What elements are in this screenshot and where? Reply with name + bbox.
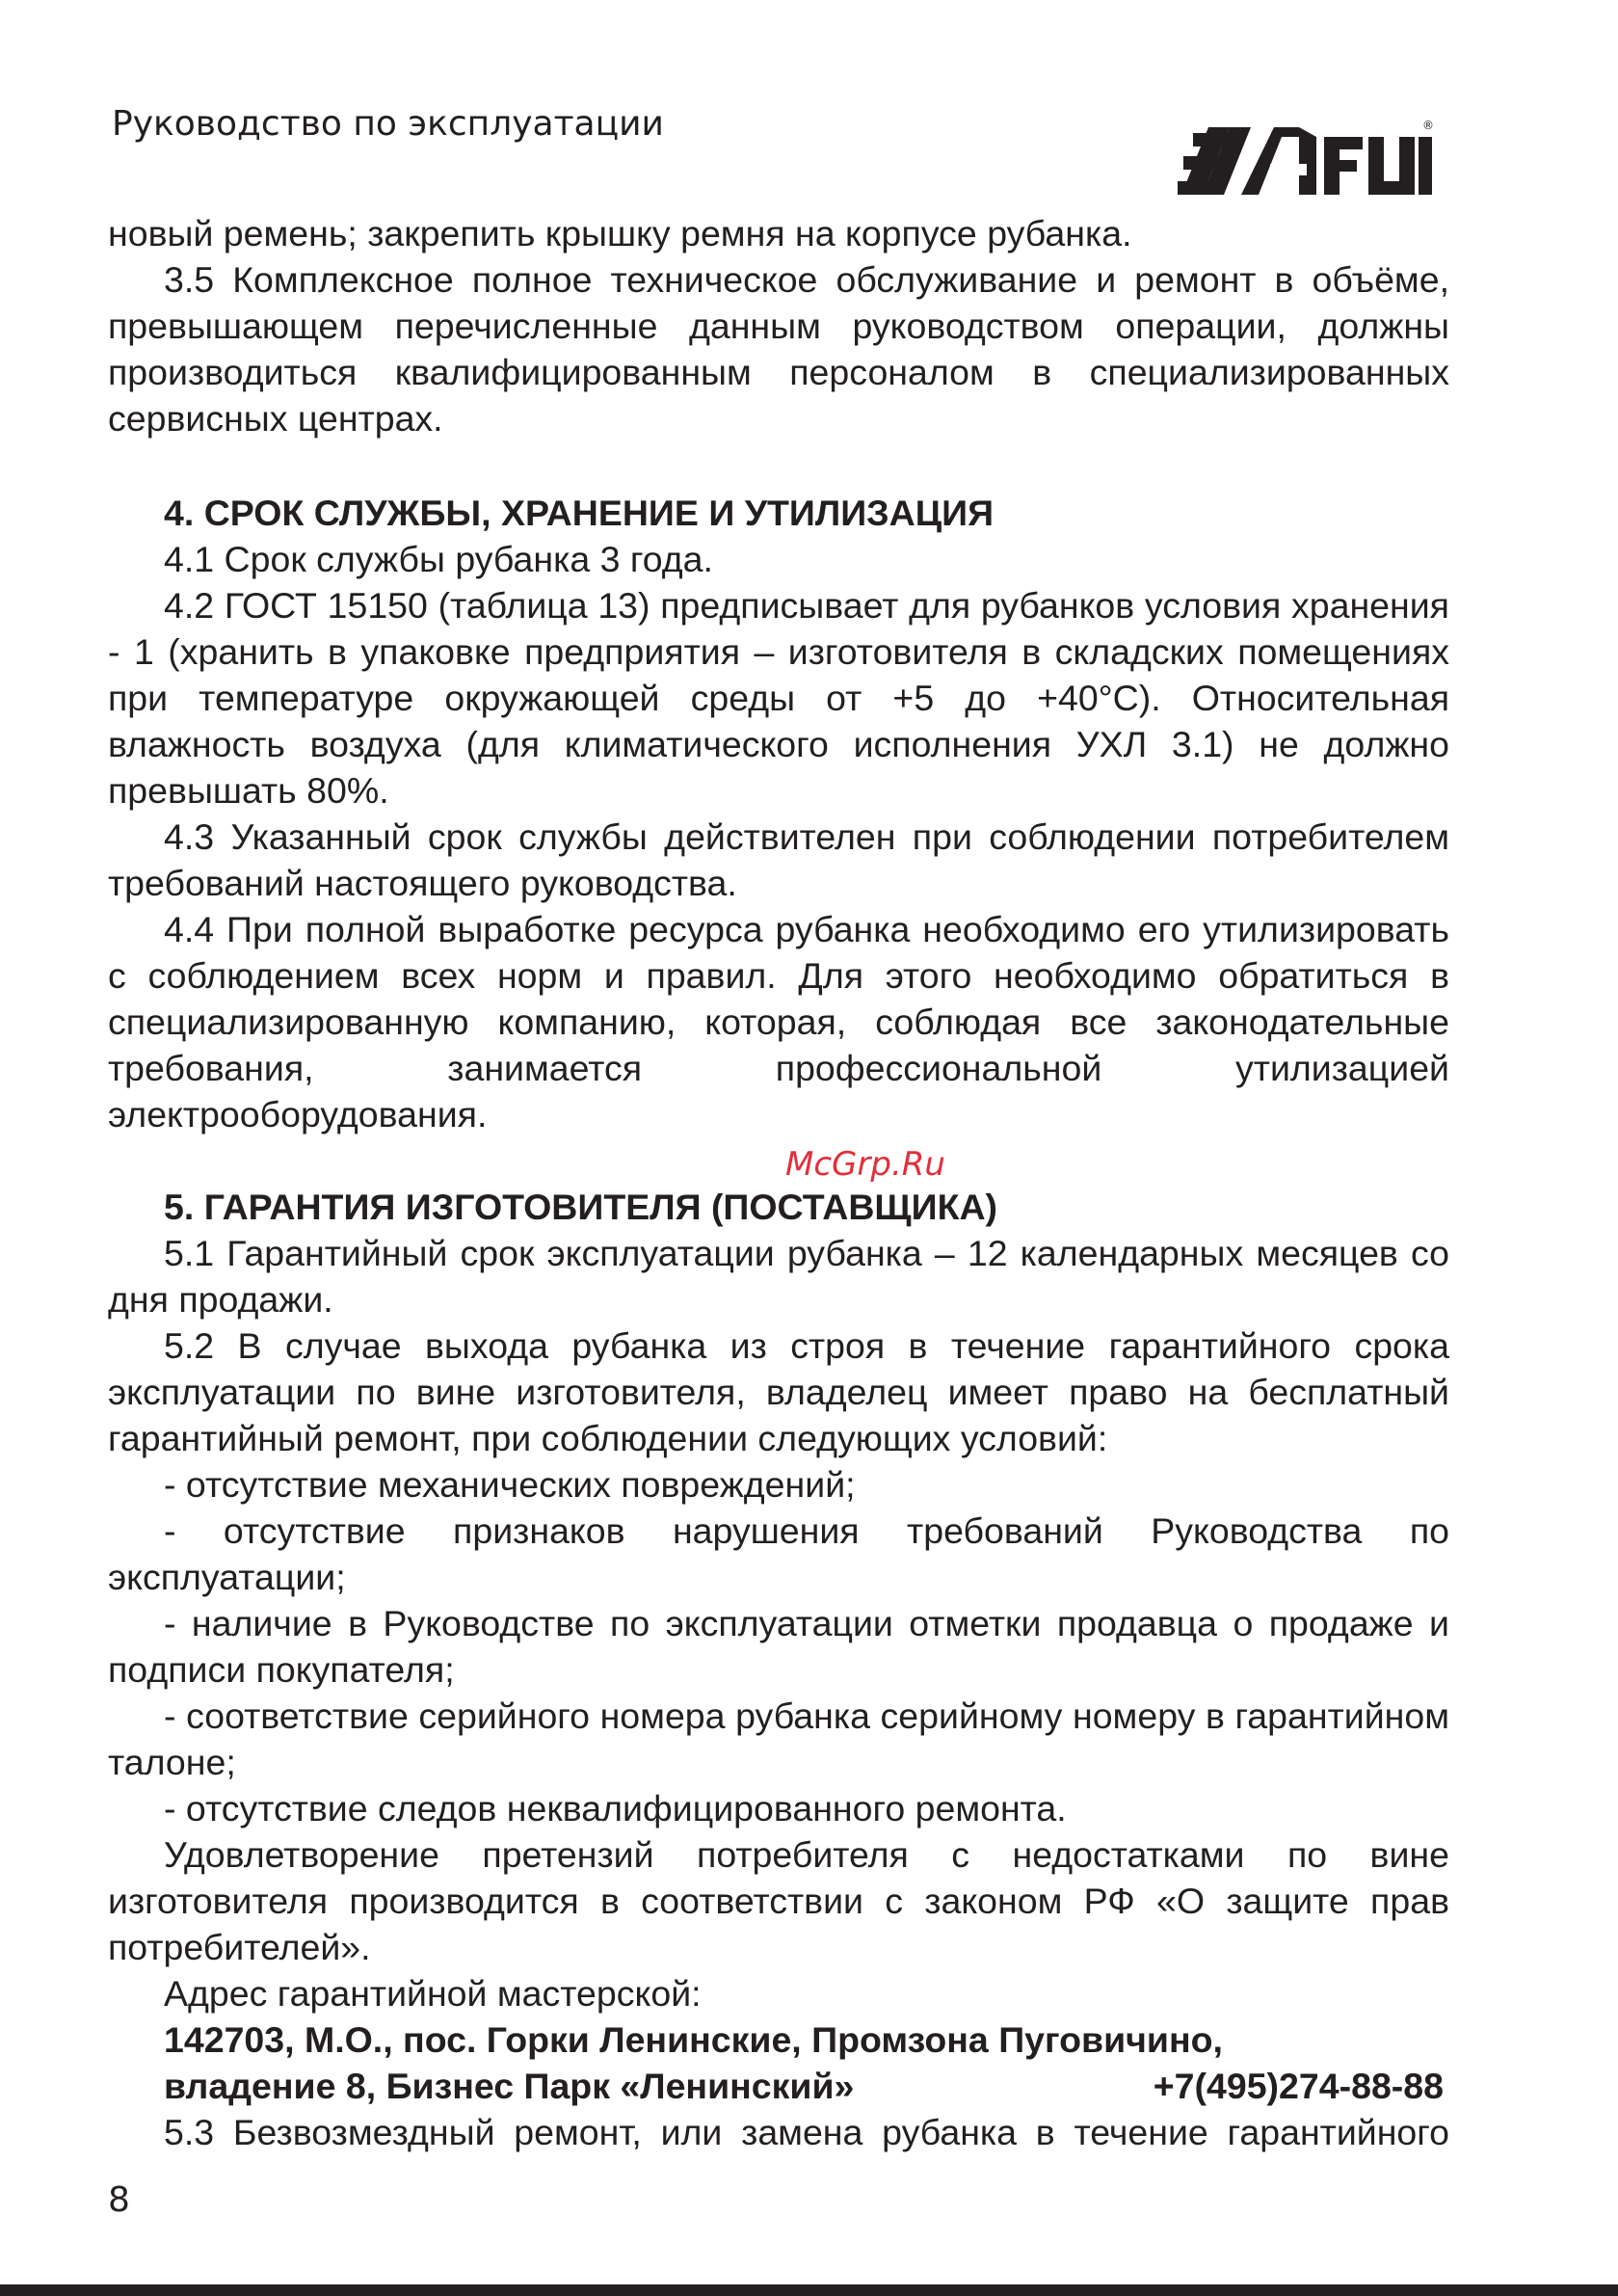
condition-item: - наличие в Руководстве по эксплуатации отметки продавца о продаже и подписи покупателя;: [108, 1603, 1449, 1690]
service-phone: +7(495)274-88-88: [1153, 2066, 1444, 2106]
paragraph-5-1: 5.1 Гарантийный срок эксплуатации рубанка – 12 календарных месяцев со дня продажи.: [108, 1233, 1449, 1320]
condition-item: - отсутствие признаков нарушения требований Руководства по эксплуатации;: [108, 1510, 1449, 1597]
address-label: Адрес гарантийной мастерской:: [164, 1973, 702, 2014]
running-header: Руководство по эксплуатации: [112, 104, 664, 144]
paragraph-4-2: 4.2 ГОСТ 15150 (таблица 13) предписывает для рубанков условия хранения - 1 (хранить в упаковке предприятия – изготовителя в складских помещениях при температуре окружающей среды от +5 до +40°С). Относительная влажность воздуха (для климатического исполнения УХЛ 3.1) не должно превышать 80%.: [108, 585, 1449, 811]
page-number: 8: [108, 2180, 130, 2220]
address-line-2: [108, 2063, 1449, 2109]
paragraph-5-2: 5.2 В случае выхода рубанка из строя в течение гарантийного срока эксплуатации по вине изготовителя, владелец имеет право на бесплатный гарантийный ремонт, при соблюдении следующих условий:: [108, 1325, 1449, 1458]
paragraph-continuation: новый ремень; закрепить крышку ремня на корпусе рубанка.: [108, 213, 1132, 254]
safun-logo-icon: [1174, 114, 1444, 202]
watermark: McGrp.Ru: [785, 1145, 945, 1184]
address-line-1: 142703, М.О., пос. Горки Ленинские, Промзона Пуговичино,: [164, 2019, 1223, 2060]
paragraph-4-1: 4.1 Срок службы рубанка 3 года.: [164, 539, 713, 579]
section-4-heading: 4. СРОК СЛУЖБЫ, ХРАНЕНИЕ И УТИЛИЗАЦИЯ: [164, 493, 995, 533]
bottom-rule: [0, 2284, 1618, 2296]
condition-item: - соответствие серийного номера рубанка серийному номеру в гарантийном талоне;: [108, 1695, 1449, 1782]
page-body: [108, 210, 1449, 2155]
condition-item: - отсутствие следов неквалифицированного ремонта.: [164, 1788, 1067, 1829]
condition-item: - отсутствие механических повреждений;: [164, 1464, 856, 1505]
safun-logo: [1174, 114, 1444, 202]
paragraph-4-3: 4.3 Указанный срок службы действителен при соблюдении потребителем требований настоящего руководства.: [108, 816, 1449, 903]
address-line-2-text: владение 8, Бизнес Парк «Ленинский»: [164, 2066, 855, 2106]
paragraph-5-3: 5.3 Безвозмездный ремонт, или замена рубанка в течение гарантийного: [164, 2112, 1449, 2152]
svg-text:®: ®: [1422, 119, 1434, 132]
paragraph-claims: Удовлетворение претензий потребителя с недостатками по вине изготовителя производится в соответствии с законом РФ «О защите прав потребителей».: [108, 1834, 1449, 1967]
paragraph-4-4: 4.4 При полной выработке ресурса рубанка необходимо его утилизировать с соблюдением всех норм и правил. Для этого необходимо обратиться в специализированную компанию, которая, соблюдая все законодательные требования, занимается профессиональной утилизацией электрооборудования.: [108, 909, 1449, 1135]
section-5-heading: 5. ГАРАНТИЯ ИЗГОТОВИТЕЛЯ (ПОСТАВЩИКА): [164, 1187, 998, 1227]
paragraph-3-5: 3.5 Комплексное полное техническое обслуживание и ремонт в объёме, превышающем перечисленные данным руководством операции, должны производиться квалифицированным персоналом в специализированных сервисных центрах.: [108, 259, 1449, 439]
